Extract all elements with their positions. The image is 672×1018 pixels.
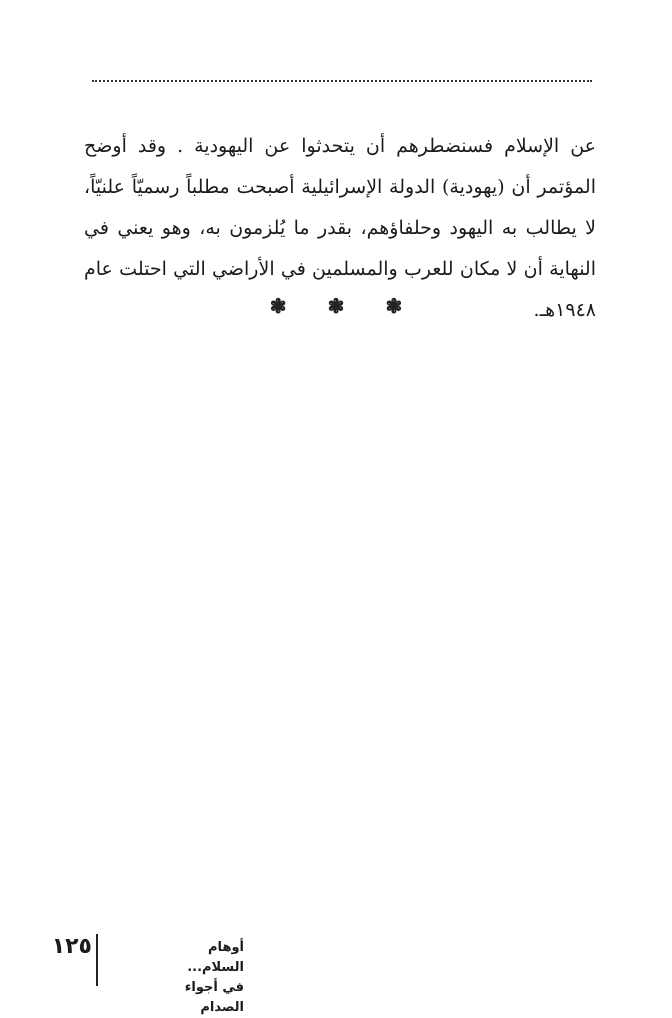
- section-separator: [0, 294, 672, 318]
- page-number: ١٢٥: [51, 934, 92, 959]
- book-title-line-2: في أجواء الصدام: [184, 980, 244, 1015]
- footer-divider: [96, 934, 98, 986]
- header-dotted-rule: [92, 80, 592, 82]
- separator-star-icon: ❃: [269, 294, 287, 318]
- book-title-line-1: أوهام السلام...: [187, 940, 244, 975]
- separator-star-icon: ❃: [385, 294, 403, 318]
- footer-book-title: [104, 938, 244, 1018]
- separator-star-icon: ❃: [327, 294, 345, 318]
- body-paragraph: عن الإسلام فسنضطرهم أن يتحدثوا عن اليهودية . وقد أوضح المؤتمر أن (يهودية) الدولة الإسرائيلية أصبحت مطلباً رسميّاً علنيّاً، لا يطالب به اليهود وحلفاؤهم، بقدر ما يُلزمون به، وهو يعني في النهاية أن لا مكان للعرب والمسلمين في الأراضي التي احتلت عام ١٩٤٨هـ.: [84, 135, 596, 321]
